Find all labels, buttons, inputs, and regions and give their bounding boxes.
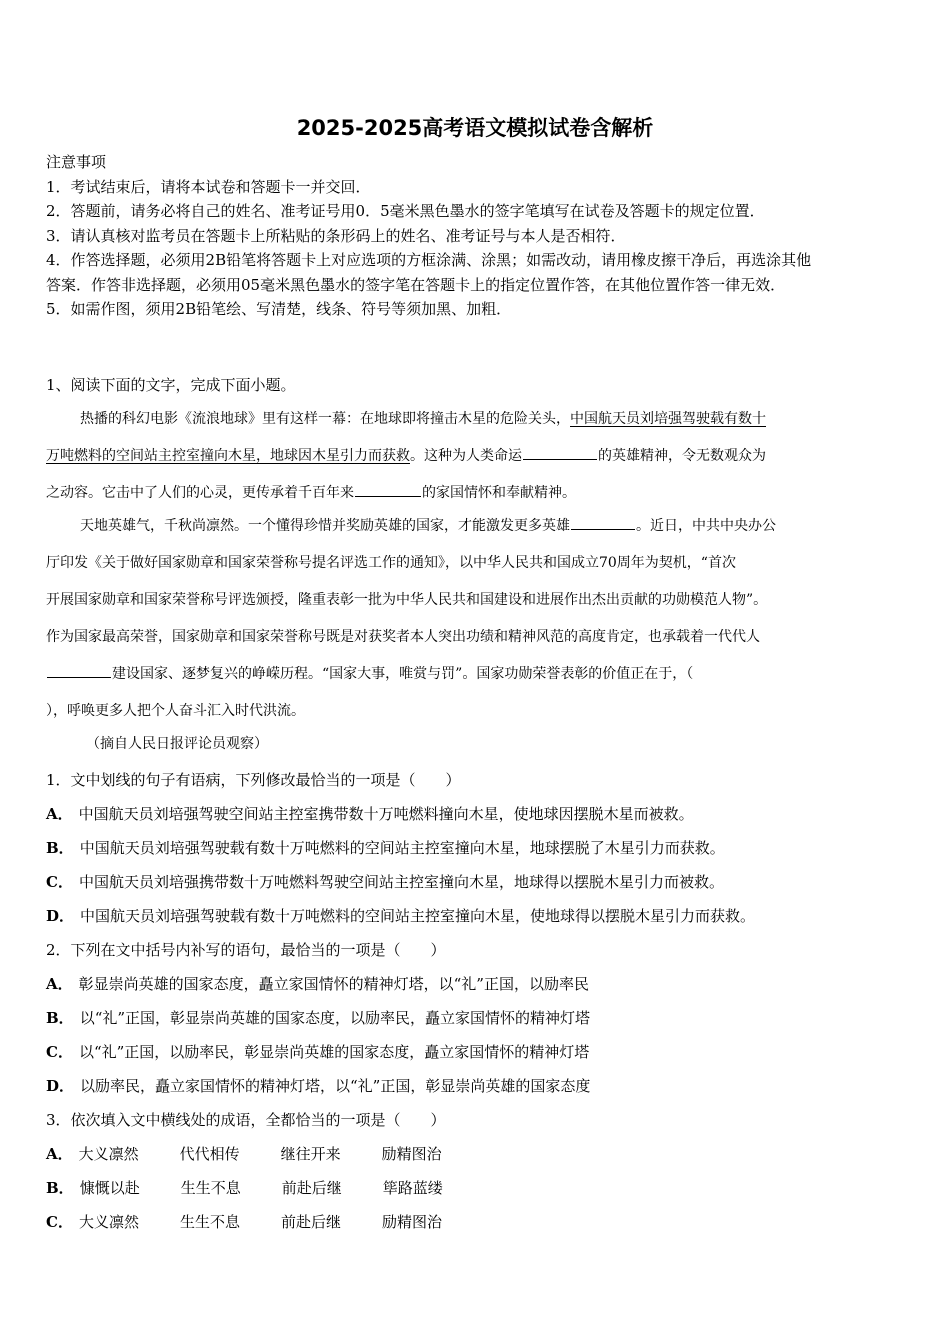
question-2-option-b[interactable] bbox=[46, 1006, 926, 1030]
question-3-stem: 3．依次填入文中横线处的成语，全都恰当的一项是（ ） bbox=[46, 1111, 446, 1129]
notice-heading: 注意事项 bbox=[46, 153, 107, 171]
passage-text: 热播的科幻电影《流浪地球》里有这样一幕：在地球即将撞击木星的危险关头， bbox=[80, 411, 570, 427]
idiom: 慷慨以赴 bbox=[79, 1179, 140, 1197]
option-text: 以“礼”正国，以励率民，彰显崇尚英雄的国家态度，矗立家国情怀的精神灯塔 bbox=[78, 1043, 590, 1061]
passage-text: 作为国家最高荣誉，国家勋章和国家荣誉称号既是对获奖者本人突出功绩和精神风范的高度肯定，也承载着一代代人 bbox=[46, 629, 760, 645]
question-1-stem: 1．文中划线的句子有语病，下列修改最恰当的一项是（ ） bbox=[46, 771, 461, 789]
option-text: 中国航天员刘培强驾驶载有数十万吨燃料的空间站主控室撞向木星，地球摆脱了木星引力而获救。 bbox=[79, 839, 725, 857]
option-label: B． bbox=[46, 839, 74, 857]
option-label: D． bbox=[46, 907, 75, 925]
passage-paragraph-1 bbox=[46, 401, 906, 512]
underlined-sentence: 万吨燃料的空间站主控室撞向木星，地球因木星引力而获救 bbox=[46, 448, 410, 464]
passage-text: 之动容。它击中了人们的心灵，更传承着千百年来 bbox=[46, 485, 354, 501]
notice-item: 答案．作答非选择题，必须用05毫米黑色墨水的签字笔在答题卡上的指定位置作答，在其他位置作答一律无效． bbox=[46, 275, 786, 294]
option-text: 中国航天员刘培强驾驶载有数十万吨燃料的空间站主控室撞向木星，使地球得以摆脱木星引力而获救。 bbox=[80, 907, 756, 925]
notice-item: 5．如需作图，须用2B铅笔绘、写清楚，线条、符号等须加黑、加粗． bbox=[46, 300, 512, 318]
idiom: 筚路蓝缕 bbox=[382, 1179, 443, 1197]
question-1-option-d[interactable] bbox=[46, 904, 926, 928]
idiom: 生生不息 bbox=[179, 1213, 240, 1231]
option-label: B． bbox=[46, 1179, 74, 1197]
idiom: 代代相传 bbox=[179, 1145, 240, 1163]
passage-text: ），呼唤更多人把个人奋斗汇入时代洪流。 bbox=[46, 703, 305, 719]
option-label: B． bbox=[46, 1009, 74, 1027]
option-label: D． bbox=[46, 1077, 75, 1095]
passage-text: 的家国情怀和奉献精神。 bbox=[422, 485, 576, 501]
question-1-option-c[interactable] bbox=[46, 870, 926, 894]
notice-item: 3．请认真核对监考员在答题卡上所粘贴的条形码上的姓名、准考证号与本人是否相符． bbox=[46, 226, 626, 245]
passage-source: （摘自人民日报评论员观察） bbox=[86, 736, 268, 752]
blank-line bbox=[355, 482, 421, 497]
idiom: 大义凛然 bbox=[78, 1145, 139, 1163]
passage-text: 。近日，中共中央办公 bbox=[636, 518, 776, 534]
notice-section bbox=[46, 150, 916, 322]
question-1-option-a[interactable] bbox=[46, 802, 926, 826]
question-2-stem: 2．下列在文中括号内补写的语句，最恰当的一项是（ ） bbox=[46, 941, 446, 959]
option-label: A． bbox=[46, 975, 73, 993]
idiom: 继往开来 bbox=[280, 1145, 341, 1163]
option-text: 以“礼”正国，彰显崇尚英雄的国家态度，以励率民，矗立家国情怀的精神灯塔 bbox=[79, 1009, 591, 1027]
idiom: 励精图治 bbox=[381, 1213, 442, 1231]
underlined-sentence: 中国航天员刘培强驾驶载有数十 bbox=[570, 411, 766, 427]
passage-text: 厅印发《关于做好国家勋章和国家荣誉称号提名评选工作的通知》，以中华人民共和国成立70周年为契机，“首次 bbox=[46, 555, 736, 571]
option-label: C． bbox=[46, 1043, 73, 1061]
idiom: 生生不息 bbox=[180, 1179, 241, 1197]
question-3-option-b[interactable] bbox=[46, 1176, 926, 1200]
question-2-option-d[interactable] bbox=[46, 1074, 926, 1098]
idiom: 励精图治 bbox=[381, 1145, 442, 1163]
blank-line bbox=[47, 663, 111, 678]
passage-text: 的英雄精神，令无数观众为 bbox=[598, 448, 766, 464]
option-text: 中国航天员刘培强携带数十万吨燃料驾驶空间站主控室撞向木星，地球得以摆脱木星引力而被救。 bbox=[78, 873, 724, 891]
question-3-option-c[interactable] bbox=[46, 1210, 926, 1234]
option-text: 中国航天员刘培强驾驶空间站主控室携带数十万吨燃料撞向木星，使地球因摆脱木星而被救。 bbox=[78, 805, 694, 823]
reading-intro: 1、阅读下面的文字，完成下面小题。 bbox=[46, 376, 296, 394]
question-2-option-a[interactable] bbox=[46, 972, 926, 996]
passage-text: 。这种为人类命运 bbox=[410, 448, 522, 464]
notice-item: 2．答题前，请务必将自己的姓名、准考证号用0．5毫米黑色墨水的签字笔填写在试卷及答题卡的规定位置． bbox=[46, 202, 765, 220]
passage-text: 开展国家勋章和国家荣誉称号评选颁授，隆重表彰一批为中华人民共和国建设和进展作出杰出贡献的功勋模范人物”。 bbox=[46, 592, 768, 608]
notice-item: 1．考试结束后，请将本试卷和答题卡一并交回． bbox=[46, 177, 371, 196]
option-label: C． bbox=[46, 1213, 73, 1231]
question-3-option-a[interactable] bbox=[46, 1142, 926, 1166]
passage-text: 天地英雄气，千秋尚凛然。一个懂得珍惜并奖励英雄的国家，才能激发更多英雄 bbox=[80, 518, 570, 534]
notice-item: 4．作答选择题，必须用2B铅笔将答题卡上对应选项的方框涂满、涂黑；如需改动，请用橡皮擦干净后，再选涂其他 bbox=[46, 251, 812, 269]
option-label: C． bbox=[46, 873, 73, 891]
option-label: A． bbox=[46, 1145, 73, 1163]
passage-paragraph-2 bbox=[46, 508, 906, 730]
blank-line bbox=[523, 445, 597, 460]
question-2-option-c[interactable] bbox=[46, 1040, 926, 1064]
idiom: 大义凛然 bbox=[78, 1213, 139, 1231]
option-text: 彰显崇尚英雄的国家态度，矗立家国情怀的精神灯塔，以“礼”正国，以励率民 bbox=[78, 975, 589, 993]
idiom: 前赴后继 bbox=[280, 1213, 341, 1231]
page-title: 2025-2025高考语文模拟试卷含解析 bbox=[296, 116, 654, 140]
option-label: A． bbox=[46, 805, 73, 823]
idiom: 前赴后继 bbox=[281, 1179, 342, 1197]
option-text: 以励率民，矗立家国情怀的精神灯塔，以“礼”正国，彰显崇尚英雄的国家态度 bbox=[80, 1077, 591, 1095]
passage-text: 建设国家、逐梦复兴的峥嵘历程。“国家大事，唯赏与罚”。国家功勋荣誉表彰的价值正在于，（ bbox=[112, 666, 694, 682]
question-1-option-b[interactable] bbox=[46, 836, 926, 860]
blank-line bbox=[571, 515, 635, 530]
